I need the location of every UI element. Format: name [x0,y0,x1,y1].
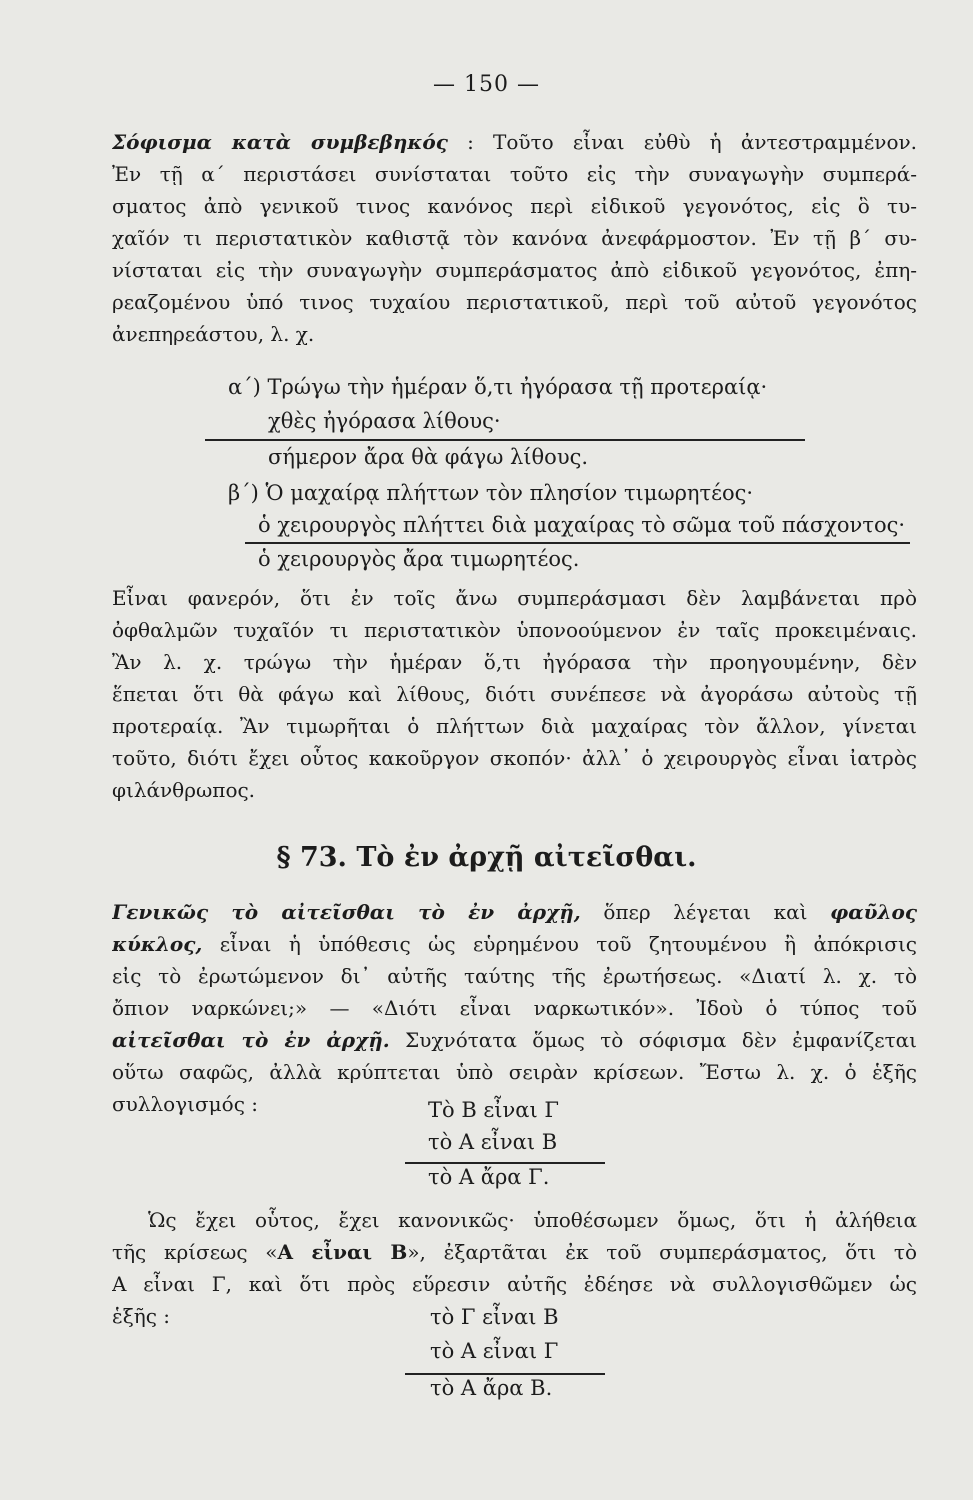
example-a-premise1: α΄) Τρώγω τὴν ἡμέραν ὅ,τι ἠγόρασα τῇ προτεραίᾳ· [228,375,768,399]
term-vicious-circle: φαῦλος [830,900,917,924]
example-b-premise2: ὁ χειρουργὸς πλήττει διὰ μαχαίρας τὸ σῶμα τοῦ πάσχοντος· [258,513,906,537]
text-line: ὄπιον ναρκώνει;» — «Διότι εἶναι ναρκωτικόν». Ἰδοὺ ὁ τύπος τοῦ [112,996,917,1020]
text-line: Α εἶναι Γ, καὶ ὅτι πρὸς εὕρεσιν αὐτῆς ἐδέησε νὰ συλλογισθῶμεν ὡς [112,1272,917,1296]
text-line: προτεραίᾳ. Ἂν τιμωρῆται ὁ πλήττων διὰ μαχαίρας τὸν ἄλλον, γίνεται [112,714,917,738]
text-line: φιλάνθρωπος. [112,778,256,802]
example-b-conclusion: ὁ χειρουργὸς ἄρα τιμωρητέος. [258,547,580,571]
syllogism2-rule [405,1373,605,1375]
syllogism1-rule [405,1162,605,1164]
text-line: ρεαζομένου ὑπό τινος τυχαίου περιστατικοῦ, περὶ τοῦ αὐτοῦ γεγονότος [112,290,917,314]
paragraph-sophism-accident [112,126,917,350]
text-line: Ὡς ἔχει οὗτος, ἔχει κανονικῶς· ὑποθέσωμεν ὅμως, ὅτι ἡ ἀλήθεια [148,1208,917,1232]
text-line: Γενικῶς τὸ αἰτεῖσθαι τὸ ἐν ἀρχῇ, ὅπερ λέγεται καὶ φαῦλος [112,900,917,924]
syllogism1-premise1: Τὸ Β εἶναι Γ [428,1098,559,1122]
text-line: Ἐν τῇ α΄ περιστάσει συνίσταται τοῦτο εἰς τὴν συναγωγὴν συμπερά- [112,162,917,186]
syllogism1-premise2: τὸ Α εἶναι Β [428,1130,558,1154]
text-line: Σόφισμα κατὰ συμβεβηκός : Τοῦτο εἶναι εὐθὺ ἡ ἀντεστραμμένον. [112,130,917,154]
example-a-rule [205,439,805,441]
example-a-premise2: χθὲς ἠγόρασα λίθους· [268,409,501,433]
text-line: Εἶναι φανερόν, ὅτι ἐν τοῖς ἄνω συμπεράσμασι δὲν λαμβάνεται πρὸ [112,586,917,610]
text-line: χαῖόν τι περιστατικὸν καθιστᾷ τὸν κανόνα ἀνεφάρμοστον. Ἐν τῇ β΄ συ- [112,226,917,250]
bold-proposition: Α εἶναι Β [277,1240,408,1264]
text-line: ἀνεπηρεάστου, λ. χ. [112,322,315,346]
example-b-premise1: β΄) Ὁ μαχαίρᾳ πλήττων τὸν πλησίον τιμωρητέος· [228,481,754,505]
text-line: κύκλος, εἶναι ἡ ὑπόθεσις ὡς εὑρημένου τοῦ ζητουμένου ἢ ἀπόκρισις [112,932,917,956]
text-line: οὕτω σαφῶς, ἀλλὰ κρύπτεται ὑπὸ σειρὰν κρίσεων. Ἔστω λ. χ. ὁ ἑξῆς [112,1060,917,1084]
syllogism2-premise1: τὸ Γ εἶναι Β [430,1305,559,1329]
text-line: εἰς τὸ ἐρωτώμενον δι᾽ αὐτῆς ταύτης τῆς ἐρωτήσεως. «Διατί λ. χ. τὸ [112,964,917,988]
text-line: σματος ἀπὸ γενικοῦ τινος κανόνος περὶ εἰδικοῦ γεγονότος, εἰς ὃ τυ- [112,194,917,218]
syllogism2-conclusion: τὸ Α ἄρα Β. [430,1376,553,1400]
example-a-conclusion: σήμερον ἄρα θὰ φάγω λίθους. [268,445,589,469]
term-begging-question: Γενικῶς τὸ αἰτεῖσθαι τὸ ἐν ἀρχῇ, [112,900,581,924]
text-line: συλλογισμός : [112,1092,258,1116]
text-line: νίσταται εἰς τὴν συναγωγὴν συμπεράσματος ἀπὸ εἰδικοῦ γεγονότος, ἐπη- [112,258,917,282]
text-line: αἰτεῖσθαι τὸ ἐν ἀρχῇ. Συχνότατα ὅμως τὸ σόφισμα δὲν ἐμφανίζεται [112,1028,917,1052]
syllogism1-conclusion: τὸ Α ἄρα Γ. [428,1165,550,1189]
page-number: — 150 — [433,72,540,97]
text-line: ἕπεται ὅτι θὰ φάγω καὶ λίθους, διότι συνέπεσε νὰ ἀγοράσω αὐτοὺς τῇ [112,682,917,706]
text-line: ἑξῆς : [112,1304,171,1328]
text-line: τῆς κρίσεως «Α εἶναι Β», ἐξαρτᾶται ἐκ τοῦ συμπεράσματος, ὅτι τὸ [112,1240,917,1264]
paragraph-explanation [112,582,917,806]
section-heading: § 73. Τὸ ἐν ἀρχῇ αἰτεῖσθαι. [276,842,697,873]
term-begging-question-2: αἰτεῖσθαι τὸ ἐν ἀρχῇ. [112,1028,390,1052]
term-sophism-accident: Σόφισμα κατὰ συμβεβηκός [112,130,448,154]
syllogism2-premise2: τὸ Α εἶναι Γ [430,1339,559,1363]
text-line: ὀφθαλμῶν τυχαῖόν τι περιστατικὸν ὑπονοούμενον ἐν ταῖς προκειμέναις. [112,618,917,642]
paragraph-begging-question [112,896,917,1120]
text-line: τοῦτο, διότι ἔχει οὗτος κακοῦργον σκοπόν· ἀλλ᾽ ὁ χειρουργὸς εἶναι ἰατρὸς [112,746,917,770]
text-line: Ἂν λ. χ. τρώγω τὴν ἡμέραν ὅ,τι ἠγόρασα τὴν προηγουμένην, δὲν [112,650,917,674]
